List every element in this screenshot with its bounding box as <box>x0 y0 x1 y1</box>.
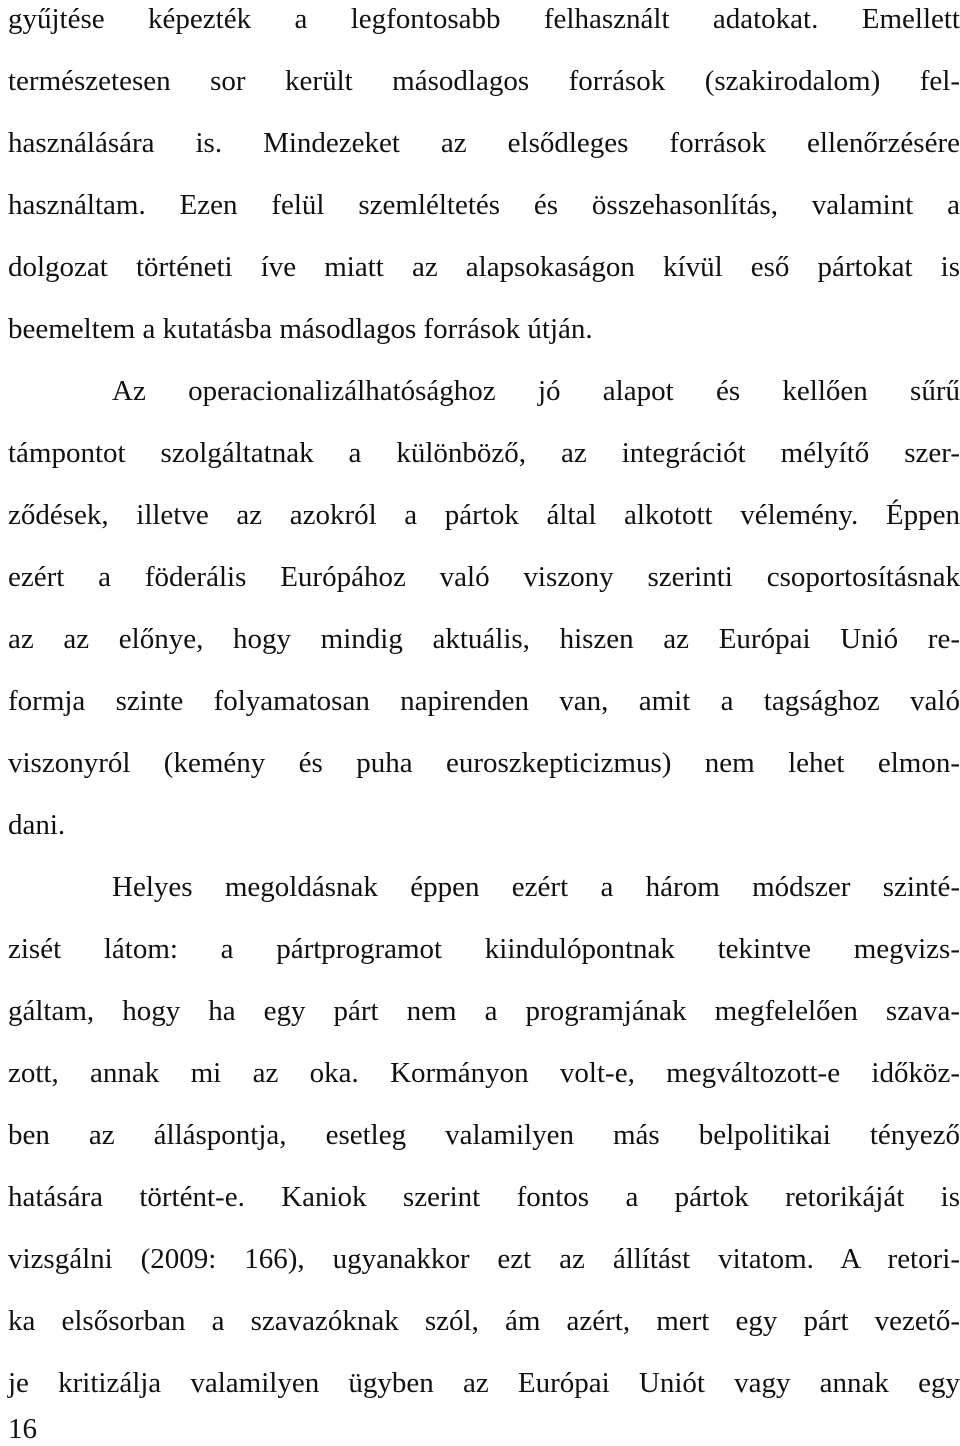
text-line: formja szinte folyamatosan napirenden van, amit a tagsághoz való <box>8 685 960 717</box>
text-line: ben az álláspontja, esetleg valamilyen más belpolitikai tényező <box>8 1119 960 1151</box>
text-line: je kritizálja valamilyen ügyben az Európai Uniót vagy annak egy <box>8 1367 960 1399</box>
body-text <box>8 0 960 1414</box>
paragraph-1 <box>8 0 960 360</box>
text-line: használtam. Ezen felül szemléltetés és összehasonlítás, valamint a <box>8 189 960 221</box>
text-line: természetesen sor került másodlagos források (szakirodalom) fel- <box>8 65 960 97</box>
text-line: vizsgálni (2009: 166), ugyanakkor ezt az állítást vitatom. A retori- <box>8 1243 960 1275</box>
text-line: zisét látom: a pártprogramot kiindulópontnak tekintve megvizs- <box>8 933 960 965</box>
text-line: Helyes megoldásnak éppen ezért a három módszer szinté- <box>112 871 960 903</box>
text-line: beemeltem a kutatásba másodlagos források útján. <box>8 313 593 345</box>
text-line: viszonyról (kemény és puha euroszkepticizmus) nem lehet elmon- <box>8 747 960 779</box>
text-line: használására is. Mindezeket az elsődleges források ellenőrzésére <box>8 127 960 159</box>
paragraph-2 <box>8 360 960 856</box>
text-line: az az előnye, hogy mindig aktuális, hiszen az Európai Unió re- <box>8 623 960 655</box>
text-line: hatására történt-e. Kaniok szerint fontos a pártok retorikáját is <box>8 1181 960 1213</box>
text-line: dolgozat történeti íve miatt az alapsokaságon kívül eső pártokat is <box>8 251 960 283</box>
text-line: gáltam, hogy ha egy párt nem a programjának megfelelően szava- <box>8 995 960 1027</box>
paragraph-3 <box>8 856 960 1414</box>
page-number: 16 <box>8 1413 37 1445</box>
text-line: Az operacionalizálhatósághoz jó alapot és kellően sűrű <box>112 375 960 407</box>
text-line: dani. <box>8 809 66 841</box>
text-line: zott, annak mi az oka. Kormányon volt-e, megváltozott-e időköz- <box>8 1057 960 1089</box>
text-line: ződések, illetve az azokról a pártok által alkotott vélemény. Éppen <box>8 499 960 531</box>
text-line: támpontot szolgáltatnak a különböző, az integrációt mélyítő szer- <box>8 437 960 469</box>
text-line: ezért a föderális Európához való viszony szerinti csoportosításnak <box>8 561 960 593</box>
text-line: gyűjtése képezték a legfontosabb felhasznált adatokat. Emellett <box>8 3 960 35</box>
text-line: ka elsősorban a szavazóknak szól, ám azért, mert egy párt vezető- <box>8 1305 960 1337</box>
